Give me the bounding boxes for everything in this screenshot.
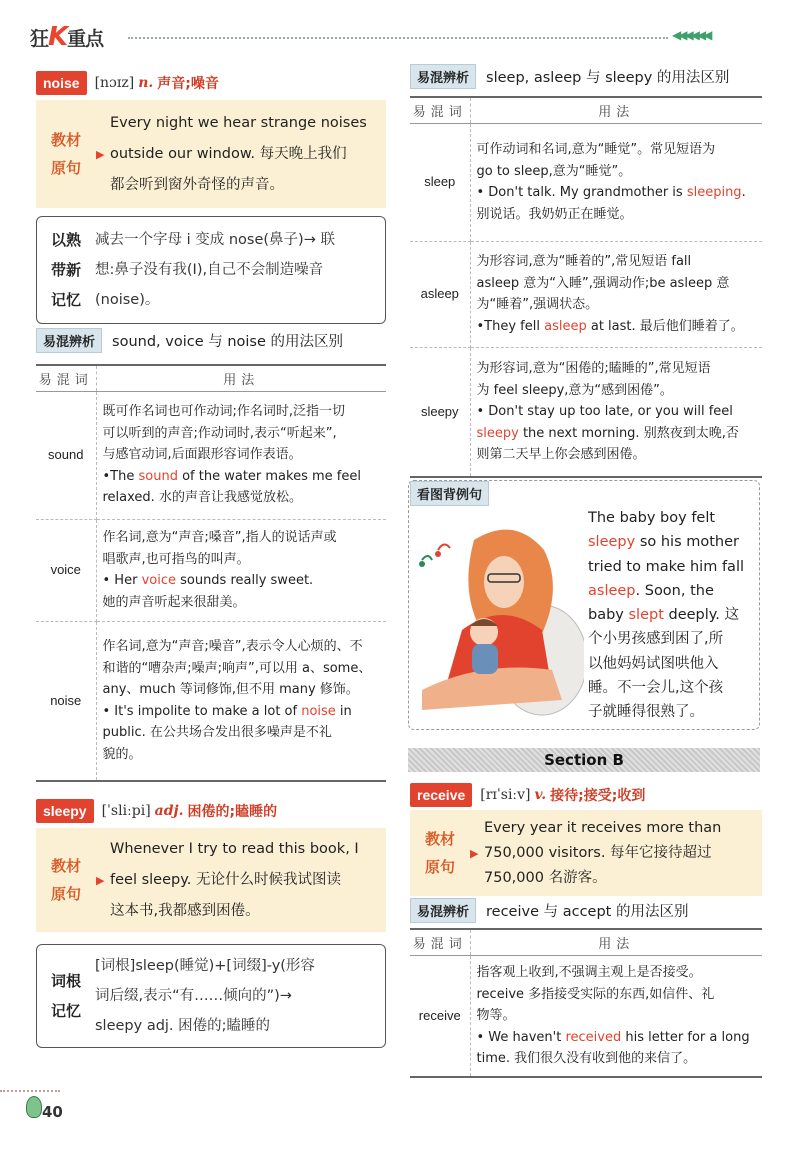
row-usage — [96, 621, 386, 781]
word-head — [410, 782, 762, 808]
row-word: sleep — [410, 123, 470, 241]
table-row — [36, 391, 386, 519]
usage-line: 可以听到的声音;作动词时,表示“听起来”, — [102, 425, 337, 441]
header-word: 易混词 — [36, 365, 96, 391]
usage-line: • It's impolite to make a lot of noise in — [102, 703, 352, 719]
table-header-row — [410, 929, 762, 955]
memory-text: [词根]sleep(睡觉)+[词缀]-y(形容 词后缀,表示“有……倾向的”)→ sleepy adj. 困倦的;瞌睡的 — [95, 958, 315, 1034]
comparison-bar — [410, 898, 688, 922]
example-label: 教材 原句 — [50, 857, 81, 903]
comparison-title: sound, voice 与 noise 的用法区别 — [112, 333, 344, 350]
highlight-word: sleepy — [588, 534, 636, 551]
balloon-icon — [26, 1096, 42, 1118]
table-row — [36, 519, 386, 621]
sleepy-entry — [36, 798, 386, 932]
phonetic: [ˈsliːpi] — [101, 803, 151, 819]
table-row — [410, 123, 762, 241]
table-row — [410, 347, 762, 477]
example-box — [410, 810, 762, 896]
highlight-word: slept — [628, 607, 664, 624]
example-sentence: Whenever I try to read this book, I feel sleepy. 无论什么时候我试图读 这本书,我都感到困倦。 — [110, 840, 359, 919]
comparison-table — [36, 364, 386, 782]
usage-line: 睡。不一会儿,这个孩 — [588, 680, 724, 697]
usage-line: 貌的。 — [102, 746, 142, 762]
usage-line: The baby boy felt — [588, 510, 716, 526]
header-divider — [128, 37, 668, 39]
arrow-icon: ▶ — [470, 846, 479, 860]
receive-entry — [410, 782, 762, 896]
usage-line: 个小男孩感到困了,所 — [588, 631, 724, 648]
memory-text: 减去一个字母 i 变成 nose(鼻子)→ 联 想:鼻子没有我(I),自己不会制造噪音 (noise)。 — [95, 232, 335, 308]
usage-line: 唱歌声,也可指鸟的叫声。 — [102, 551, 250, 567]
table-row — [36, 621, 386, 781]
comparison-title: receive 与 accept 的用法区别 — [486, 903, 689, 920]
picture-tag: 看图背例句 — [410, 481, 489, 506]
row-word: sound — [36, 391, 96, 519]
usage-line: receive 多指接受实际的东西,如信件、礼 — [476, 986, 715, 1002]
usage-line: • Her voice sounds really sweet. — [102, 573, 314, 588]
table-row — [410, 955, 762, 1077]
word-head — [36, 70, 386, 96]
highlight-word: voice — [141, 573, 176, 588]
usage-line: 作名词,意为“声音;噪音”,表示令人心烦的、不 — [102, 639, 363, 655]
highlight-word: received — [565, 1029, 622, 1045]
page-number: 40 — [42, 1103, 63, 1121]
phonetic: [rɪˈsiːv] — [480, 787, 531, 803]
example-label: 教材 原句 — [424, 830, 455, 876]
comparison-table — [410, 96, 762, 478]
comparison-bar — [410, 64, 729, 88]
part-of-speech: n. — [138, 75, 154, 91]
usage-line: time. 我们很久没有收到他的来信了。 — [476, 1051, 697, 1066]
comparison-bar — [36, 328, 343, 352]
comparison-tag: 易混辨析 — [410, 898, 476, 923]
usage-line: •The sound of the water makes me feel — [102, 468, 361, 484]
row-word: receive — [410, 955, 470, 1077]
usage-line: 子就睡得很熟了。 — [588, 704, 704, 721]
usage-line: •They fell asleep at last. 最后他们睡着了。 — [476, 318, 744, 334]
highlight-word: sound — [138, 468, 178, 484]
usage-line: 别说话。我奶奶正在睡觉。 — [476, 206, 633, 222]
usage-line: tried to make him fall — [588, 558, 744, 575]
row-usage — [470, 123, 762, 241]
table-header-row — [410, 97, 762, 123]
usage-line: 为“睡着”,强调状态。 — [476, 297, 599, 312]
memory-box — [36, 216, 386, 324]
usage-line: relaxed. 水的声音让我感觉放松。 — [102, 490, 302, 506]
table-row — [410, 241, 762, 347]
part-of-speech: adj. — [154, 803, 184, 819]
usage-line: 与感官动词,后面跟形容词作表语。 — [102, 447, 302, 463]
part-of-speech: v. — [534, 787, 547, 803]
phonetic: [nɔɪz] — [94, 75, 135, 91]
word-tag: sleepy — [36, 799, 94, 823]
usage-line: 为形容词,意为“睡着的”,常见短语 fall — [476, 254, 692, 269]
memory-label: 以熟 带新 记忆 — [50, 231, 81, 309]
usage-line: 为 feel sleepy,意为“感到困倦”。 — [476, 382, 673, 398]
usage-line: 物等。 — [476, 1008, 516, 1023]
highlight-word: asleep — [588, 582, 636, 599]
usage-line: • We haven't received his letter for a long — [476, 1029, 750, 1045]
usage-line: 为形容词,意为“困倦的;瞌睡的”,常见短语 — [476, 361, 711, 376]
header-arrows: ◀◀◀◀◀◀ — [672, 28, 710, 42]
mother-baby-illustration — [412, 520, 584, 720]
usage-line: asleep 意为“入睡”,强调动作;be asleep 意 — [476, 275, 730, 291]
highlight-word: sleeping — [686, 185, 742, 200]
comparison-title: sleep, asleep 与 sleepy 的用法区别 — [486, 69, 730, 86]
row-word: sleepy — [410, 347, 470, 477]
usage-line: • Don't stay up too late, or you will feel — [476, 404, 733, 419]
header-usage: 用法 — [470, 929, 762, 955]
example-sentence: Every night we hear strange noises outside our window. 每天晚上我们 都会听到窗外奇怪的声音。 — [110, 114, 367, 193]
usage-line: 作名词,意为“声音;嗓音”,指人的说话声或 — [102, 530, 337, 545]
usage-line: • Don't talk. My grandmother is sleeping. — [476, 185, 746, 200]
word-meaning: 声音;噪音 — [157, 76, 219, 92]
word-meaning: 接待;接受;收到 — [550, 788, 646, 804]
highlight-word: sleepy — [476, 425, 519, 441]
usage-line: 以他妈妈试图哄他入 — [588, 655, 719, 672]
noise-entry — [36, 70, 386, 208]
header-usage: 用法 — [96, 365, 386, 391]
example-box — [36, 828, 386, 932]
section-title: Section B — [408, 748, 760, 772]
row-usage — [96, 391, 386, 519]
memory-box — [36, 944, 386, 1048]
brand-logo: 狂K重点 — [30, 22, 104, 52]
usage-line: 指客观上收到,不强调主观上是否接受。 — [476, 965, 702, 980]
table-header-row — [36, 365, 386, 391]
row-usage — [470, 241, 762, 347]
example-label: 教材 原句 — [50, 131, 81, 177]
usage-line: 既可作名词也可作动词;作名词时,泛指一切 — [102, 404, 346, 420]
header-usage: 用法 — [470, 97, 762, 123]
highlight-word: noise — [301, 703, 336, 719]
header-word: 易混词 — [410, 97, 470, 123]
row-usage — [470, 347, 762, 477]
word-head — [36, 798, 386, 824]
header-word: 易混词 — [410, 929, 470, 955]
usage-line: sleepy the next morning. 别熬夜到太晚,否 — [476, 425, 739, 441]
highlight-word: asleep — [544, 318, 587, 334]
arrow-icon: ▶ — [96, 147, 105, 161]
memory-label: 词根 记忆 — [50, 972, 81, 1020]
comparison-tag: 易混辨析 — [36, 328, 102, 353]
row-word: voice — [36, 519, 96, 621]
usage-line: 她的声音听起来很甜美。 — [102, 594, 246, 610]
row-word: noise — [36, 621, 96, 781]
usage-line: baby slept deeply. 这 — [588, 607, 740, 624]
picture-text — [588, 506, 748, 725]
row-word: asleep — [410, 241, 470, 347]
usage-line: asleep. Soon, the — [588, 582, 714, 599]
word-tag: noise — [36, 71, 87, 95]
word-meaning: 困倦的;瞌睡的 — [187, 804, 278, 820]
usage-line: 可作动词和名词,意为“睡觉”。常见短语为 — [476, 142, 716, 157]
usage-line: public. 在公共场合发出很多噪声是不礼 — [102, 725, 332, 741]
row-usage — [96, 519, 386, 621]
word-tag: receive — [410, 783, 472, 807]
usage-line: any、much 等词修饰,但不用 many 修饰。 — [102, 682, 359, 698]
usage-line: sleepy so his mother — [588, 534, 739, 551]
row-usage — [470, 955, 762, 1077]
usage-line: 和谐的“嘈杂声;噪声;响声”,可以用 a、some、 — [102, 660, 372, 676]
comparison-tag: 易混辨析 — [410, 64, 476, 89]
footer-divider — [0, 1090, 60, 1092]
usage-line: 则第二天早上你会感到困倦。 — [476, 447, 646, 462]
arrow-icon: ▶ — [96, 873, 105, 887]
example-sentence: Every year it receives more than 750,000 visitors. 每年它接待超过 750,000 名游客。 — [484, 819, 722, 886]
example-box — [36, 100, 386, 208]
usage-line: go to sleep,意为“睡觉”。 — [476, 163, 632, 179]
comparison-table — [410, 928, 762, 1078]
